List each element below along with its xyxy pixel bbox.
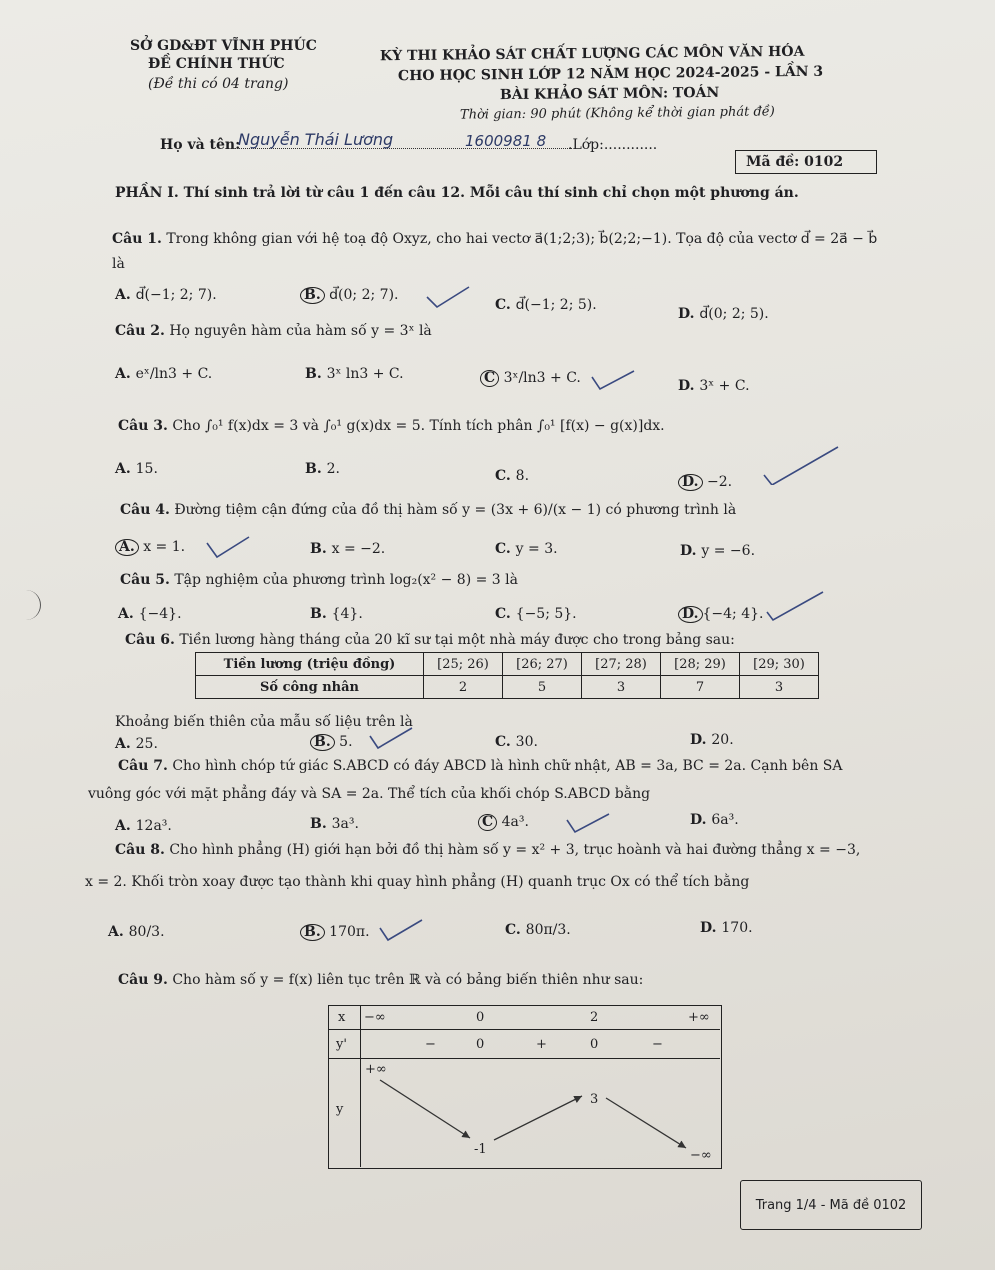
q7-option-d[interactable]: D. 6a³. [690,812,739,828]
sign-value: − [652,1037,663,1052]
q3-stem: Cho ∫₀¹ f(x)dx = 3 và ∫₀¹ g(x)dx = 5. Tính tích phân ∫₀¹ [f(x) − g(x)]dx. [172,418,665,434]
q3-text [118,418,665,434]
q5-text [120,572,518,588]
x-value: 0 [476,1010,485,1025]
q9-stem: Cho hàm số y = f(x) liên tục trên ℝ và có bảng biến thiên như sau: [172,972,644,988]
margin-bracket [0,590,41,620]
x-value: −∞ [364,1010,386,1025]
increasing-arrow [494,1096,582,1140]
page-footer: Trang 1/4 - Mã đề 0102 [740,1180,922,1230]
q1-text [112,231,877,247]
q6-option-c[interactable]: C. 30. [495,734,538,750]
sign-value: − [425,1037,436,1052]
q6-option-b[interactable]: B. 5. [310,734,353,751]
student-name: Nguyễn Thái Lương [238,130,394,149]
q3-number: Câu 3. [118,418,168,434]
q7-option-c[interactable]: C 4a³. [478,814,529,831]
q6-option-d[interactable]: D. 20. [690,732,734,748]
table-header-salary: Tiền lương (triệu đồng) [196,653,424,676]
row-label-y: y [336,1102,344,1117]
table-cell: [29; 30) [740,653,819,676]
y-value: 3 [590,1092,599,1107]
q3-option-d[interactable]: D. −2. [678,474,732,491]
row-label-yprime: y' [336,1037,347,1052]
table-divider [328,1029,720,1030]
exam-time: Thời gian: 90 phút (Không kể thời gian phát đề) [459,104,775,123]
check-mark-icon [590,367,636,391]
table-cell: [26; 27) [503,653,582,676]
q2-option-c[interactable]: C 3ˣ/ln3 + C. [480,370,581,387]
page-count: (Đề thi có 04 trang) [148,76,289,92]
table-cell: 3 [582,676,661,699]
variation-arrows [328,1058,720,1168]
y-value: -1 [474,1142,487,1157]
exam-code-box: Mã đề: 0102 [735,150,877,174]
q7-option-b[interactable]: B. 3a³. [310,816,359,832]
q2-option-d[interactable]: D. 3ˣ + C. [678,378,750,394]
table-cell: [28; 29) [661,653,740,676]
q1-stem: Trong không gian với hệ toạ độ Oxyz, cho hai vectơ a⃗(1;2;3); b⃗(2;2;−1). Tọa độ của vectơ d⃗ = 2a⃗ − b⃗ [166,231,878,247]
q7-text [118,758,842,774]
q8-text [115,842,860,858]
check-mark-icon [205,535,251,559]
q1-number: Câu 1. [112,231,162,247]
dept-name: SỞ GD&ĐT VĨNH PHÚC [130,38,317,54]
q1-stem-cont: là [112,256,125,272]
q9-number: Câu 9. [118,972,168,988]
table-row [196,676,819,699]
q4-stem: Đường tiệm cận đứng của đồ thị hàm số y = (3x + 6)/(x − 1) có phương trình là [174,502,737,518]
q8-number: Câu 8. [115,842,165,858]
q5-number: Câu 5. [120,572,170,588]
part-1-heading: PHẦN I. Thí sinh trả lời từ câu 1 đến câu 12. Mỗi câu thí sinh chỉ chọn một phương án. [115,185,799,201]
table-cell: 2 [424,676,503,699]
x-value: 2 [590,1010,599,1025]
exam-subject: BÀI KHẢO SÁT MÔN: TOÁN [499,84,720,104]
table-row [196,653,819,676]
q4-text [120,502,736,518]
check-mark-icon [425,285,471,309]
q9-text [118,972,643,988]
sign-value: 0 [590,1037,599,1052]
table-cell: 3 [740,676,819,699]
q7-number: Câu 7. [118,758,168,774]
official-label: ĐỀ CHÍNH THỨC [148,56,285,72]
q8-option-b[interactable]: B. 170π. [300,924,370,941]
table-cell: [25; 26) [424,653,503,676]
q6-stem: Tiền lương hàng tháng của 20 kĩ sư tại một nhà máy được cho trong bảng sau: [179,632,735,648]
table-cell: 7 [661,676,740,699]
q6-number: Câu 6. [125,632,175,648]
q3-option-b[interactable]: B. 2. [305,461,340,477]
x-value: +∞ [688,1010,710,1025]
q1-option-b[interactable]: B. d⃗(0; 2; 7). [300,287,399,304]
table-cell: [27; 28) [582,653,661,676]
q7-stem: Cho hình chóp tứ giác S.ABCD có đáy ABCD là hình chữ nhật, AB = 3a, BC = 2a. Cạnh bên SA [172,758,843,774]
name-label: Họ và tên: [160,137,241,153]
row-label-x: x [338,1010,346,1025]
q2-option-a[interactable]: A. eˣ/ln3 + C. [115,366,213,382]
q4-option-b[interactable]: B. x = −2. [310,541,386,557]
y-value: +∞ [365,1062,387,1077]
q8-stem: Cho hình phẳng (H) giới hạn bởi đồ thị hàm số y = x² + 3, trục hoành và hai đường thẳng x = −3, [169,842,861,858]
q5-option-c[interactable]: C. {−5; 5}. [495,606,577,622]
q8-option-a[interactable]: A. 80/3. [108,924,165,940]
q7-option-a[interactable]: A. 12a³. [115,818,172,834]
q2-option-b[interactable]: B. 3ˣ ln3 + C. [305,366,404,382]
check-mark-icon [565,810,611,834]
q6-option-a[interactable]: A. 25. [115,736,158,752]
y-value: −∞ [690,1148,712,1163]
exam-title-1: KỲ THI KHẢO SÁT CHẤT LƯỢNG CÁC MÔN VĂN HÓA [379,43,805,65]
q2-text [115,323,432,339]
check-mark-icon [368,726,414,750]
decreasing-arrow [606,1098,686,1148]
q4-option-c[interactable]: C. y = 3. [495,541,558,557]
check-mark-icon [760,445,840,485]
q4-option-d[interactable]: D. y = −6. [680,543,756,559]
table-cell: 5 [503,676,582,699]
q6-text [125,632,735,648]
q4-number: Câu 4. [120,502,170,518]
q3-option-c[interactable]: C. 8. [495,468,530,484]
q5-option-a[interactable]: A. {−4}. [118,606,182,622]
q5-option-d[interactable]: D. {−4; 4}. [678,606,764,623]
table-header-workers: Số công nhân [196,676,424,699]
salary-table [195,652,819,699]
class-label: .Lớp:............ [568,137,658,153]
q5-option-b[interactable]: B. {4}. [310,606,363,622]
check-mark-icon [378,918,424,942]
q2-stem: Họ nguyên hàm của hàm số y = 3ˣ là [169,323,432,339]
q8-option-c[interactable]: C. 80π/3. [505,922,571,938]
q1-option-a[interactable]: A. d⃗(−1; 2; 7). [115,287,217,303]
exam-title-2: CHO HỌC SINH LỚP 12 NĂM HỌC 2024-2025 - LẦN 3 [397,63,824,85]
sign-value: + [536,1037,547,1052]
q8-stem-cont: x = 2. Khối tròn xoay được tạo thành khi quay hình phẳng (H) quanh trục Ox có thể tích bằng [85,874,750,890]
q2-number: Câu 2. [115,323,165,339]
check-mark-icon [765,590,825,622]
q8-option-d[interactable]: D. 170. [700,920,753,936]
q7-stem-cont: vuông góc với mặt phẳng đáy và SA = 2a. Thể tích của khối chóp S.ABCD bằng [88,786,651,802]
q3-option-a[interactable]: A. 15. [115,461,158,477]
student-id: 1600981 8 [465,132,547,150]
q4-option-a[interactable]: A. x = 1. [115,539,185,556]
q1-option-d[interactable]: D. d⃗(0; 2; 5). [678,306,769,322]
q5-stem: Tập nghiệm của phương trình log₂(x² − 8) = 3 là [174,572,518,588]
q6-question: Khoảng biến thiên của mẫu số liệu trên là [115,714,413,730]
q1-option-c[interactable]: C. d⃗(−1; 2; 5). [495,297,597,313]
sign-value: 0 [476,1037,485,1052]
decreasing-arrow [380,1080,470,1138]
